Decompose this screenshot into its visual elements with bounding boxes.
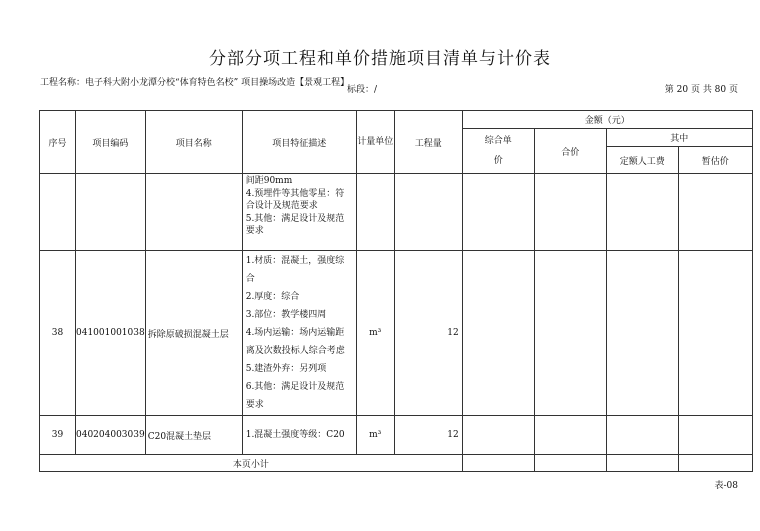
row-desc: 1.材质：混凝土，强度综合 2.厚度：综合 3.部位：教学楼四周 4.场内运输：场内运输距离及次数投标人综合考虑 5.建渣外弃：另列项 6.其他：满足设计及规范要求	[242, 251, 356, 416]
continuation-desc: 间距90mm 4.预埋件等其他零星：符合设计及规范要求 5.其他：满足设计及规范要求	[242, 174, 356, 251]
row-qty: 12	[394, 251, 462, 416]
bill-table	[39, 110, 753, 472]
header-seq: 序号	[40, 111, 76, 174]
table-row	[40, 174, 753, 251]
row-unit: m³	[356, 251, 394, 416]
row-code: 041001001038	[76, 251, 146, 416]
project-name: 工程名称：电子科大附小龙潭分校“体育特色名校” 项目操场改造【景观工程】	[40, 78, 350, 88]
header-estimate: 暂估价	[678, 147, 752, 174]
row-qty: 12	[394, 416, 462, 455]
row-desc: 1.混凝土强度等级：C20	[242, 416, 356, 455]
row-unit: m³	[356, 416, 394, 455]
header-unit: 计量单位	[356, 111, 394, 174]
header-of-which: 其中	[606, 129, 752, 147]
row-name: C20混凝土垫层	[145, 416, 242, 455]
table-row	[40, 251, 753, 416]
header-name: 项目名称	[145, 111, 242, 174]
row-code: 040204003039	[76, 416, 146, 455]
page-title: 分部分项工程和单价措施项目清单与计价表	[209, 49, 551, 69]
header-total: 合价	[534, 129, 606, 174]
page-info: 第 20 页 共 80 页	[664, 85, 738, 95]
subtotal-row	[40, 455, 753, 472]
row-seq: 38	[40, 251, 76, 416]
section-label: 标段：/	[347, 85, 378, 95]
header-code: 项目编码	[76, 111, 146, 174]
row-name: 拆除原破损混凝土层	[145, 251, 242, 416]
row-seq: 39	[40, 416, 76, 455]
header-amount: 金额（元）	[462, 111, 752, 129]
footer-code: 表-08	[714, 481, 738, 491]
subtotal-label: 本页小计	[40, 455, 463, 472]
table-row	[40, 416, 753, 455]
header-labor: 定额人工费	[606, 147, 678, 174]
header-desc: 项目特征描述	[242, 111, 356, 174]
header-qty: 工程量	[394, 111, 462, 174]
header-composite-price: 综合单价	[462, 129, 534, 174]
